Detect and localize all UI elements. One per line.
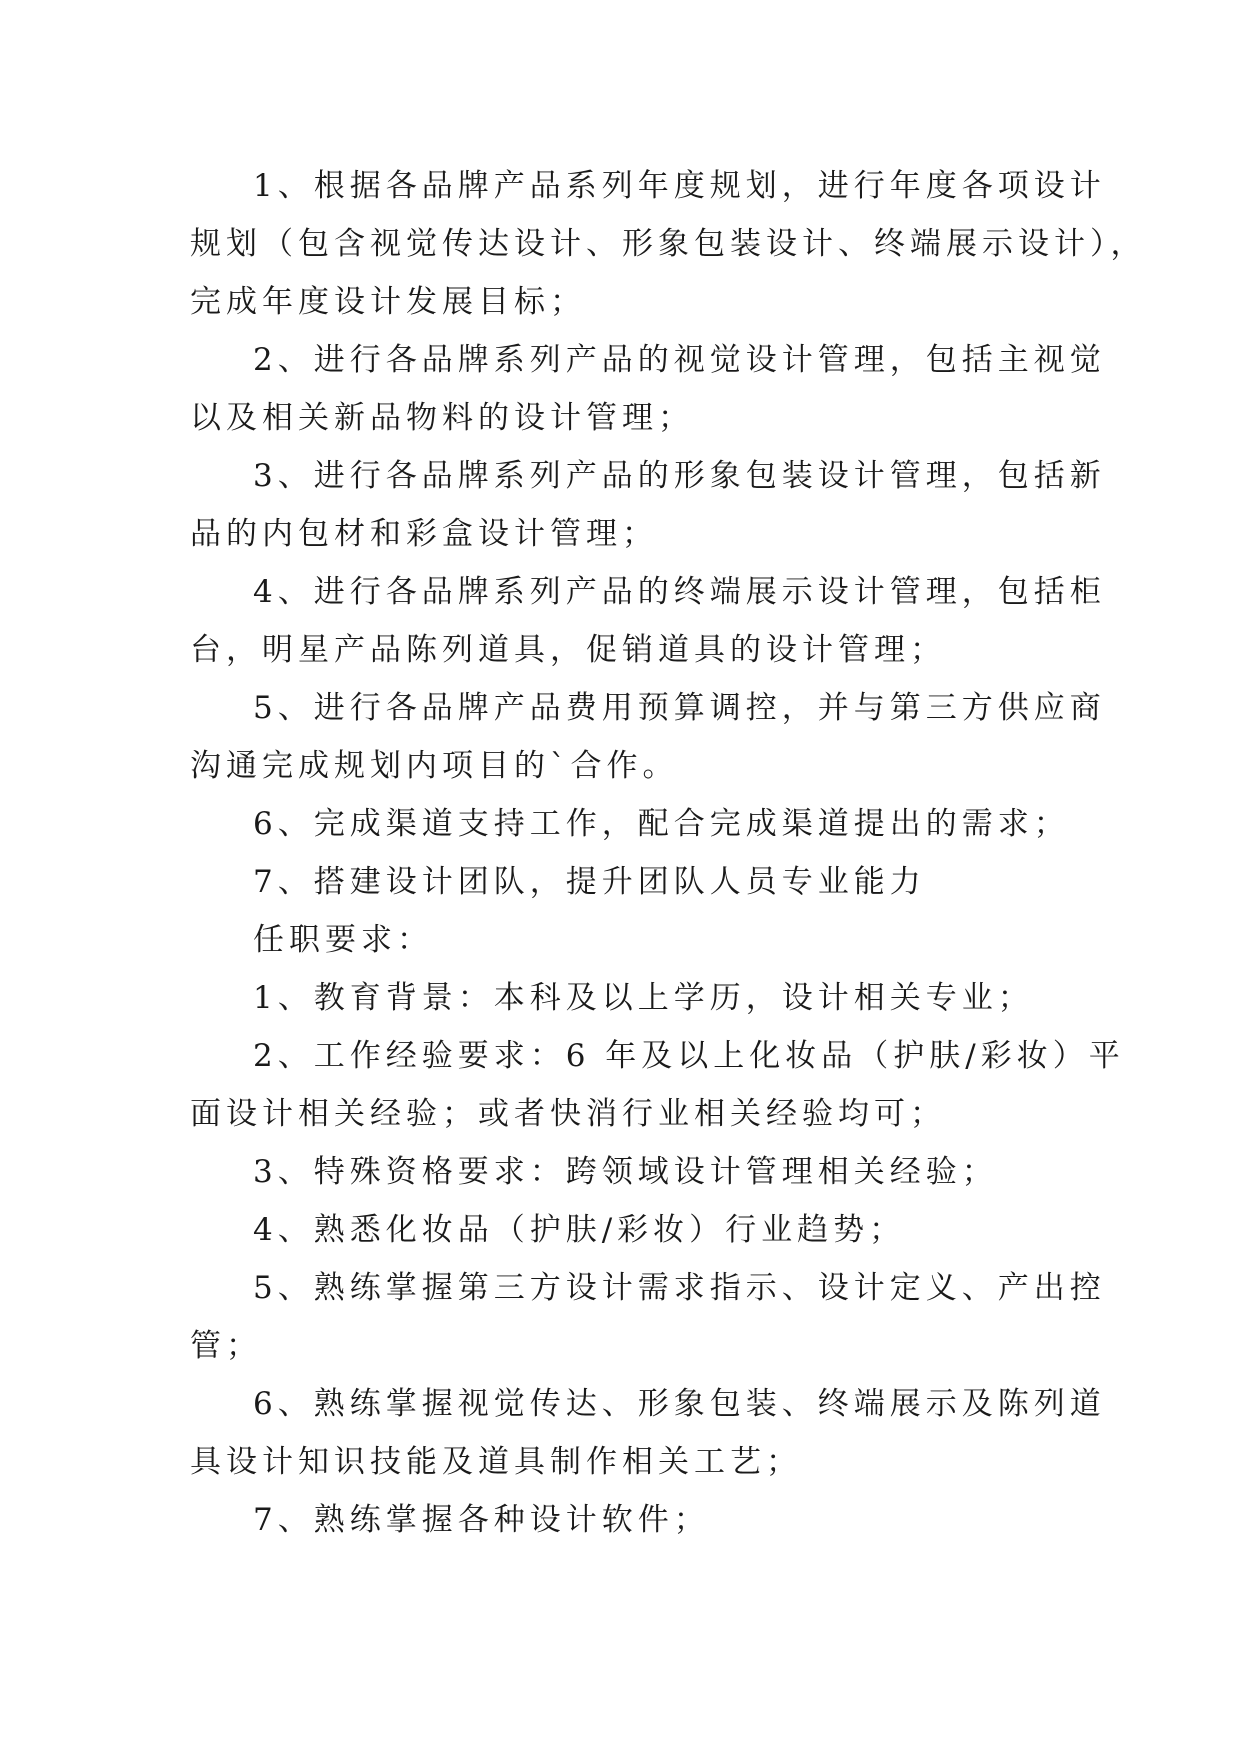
- text-line: 5、熟练掌握第三方设计需求指示、设计定义、产出控: [253, 1270, 1106, 1306]
- text-line: 面设计相关经验；或者快消行业相关经验均可；: [190, 1096, 946, 1132]
- text-line: 4、进行各品牌系列产品的终端展示设计管理，包括柜: [253, 574, 1106, 610]
- text-line: 4、熟悉化妆品（护肤/彩妆）行业趋势；: [253, 1212, 906, 1248]
- text-line: 1、教育背景：本科及以上学历，设计相关专业；: [253, 980, 1034, 1016]
- text-line: 1、根据各品牌产品系列年度规划，进行年度各项设计: [253, 168, 1106, 204]
- text-line: 台，明星产品陈列道具，促销道具的设计管理；: [190, 632, 946, 668]
- text-line: 7、搭建设计团队，提升团队人员专业能力: [253, 864, 926, 900]
- text-line: 6、熟练掌握视觉传达、形象包装、终端展示及陈列道: [253, 1386, 1106, 1422]
- text-line: 以及相关新品物料的设计管理；: [190, 400, 694, 436]
- text-line: 3、进行各品牌系列产品的形象包装设计管理，包括新: [253, 458, 1106, 494]
- text-line: 具设计知识技能及道具制作相关工艺；: [190, 1444, 802, 1480]
- text-line: 6、完成渠道支持工作，配合完成渠道提出的需求；: [253, 806, 1070, 842]
- section-heading: 任职要求：: [253, 922, 433, 958]
- text-line: 2、进行各品牌系列产品的视觉设计管理，包括主视觉: [253, 342, 1106, 378]
- text-line: 7、熟练掌握各种设计软件；: [253, 1502, 710, 1538]
- text-line: 3、特殊资格要求：跨领域设计管理相关经验；: [253, 1154, 998, 1190]
- text-line: 规划（包含视觉传达设计、形象包装设计、终端展示设计），: [190, 226, 1147, 262]
- text-line: 2、工作经验要求：6 年及以上化妆品（护肤/彩妆）平: [253, 1038, 1125, 1074]
- text-line: 5、进行各品牌产品费用预算调控，并与第三方供应商: [253, 690, 1106, 726]
- text-line: 管；: [190, 1328, 262, 1364]
- text-line: 完成年度设计发展目标；: [190, 284, 586, 320]
- text-line: 沟通完成规划内项目的`合作。: [190, 748, 679, 784]
- text-line: 品的内包材和彩盒设计管理；: [190, 516, 658, 552]
